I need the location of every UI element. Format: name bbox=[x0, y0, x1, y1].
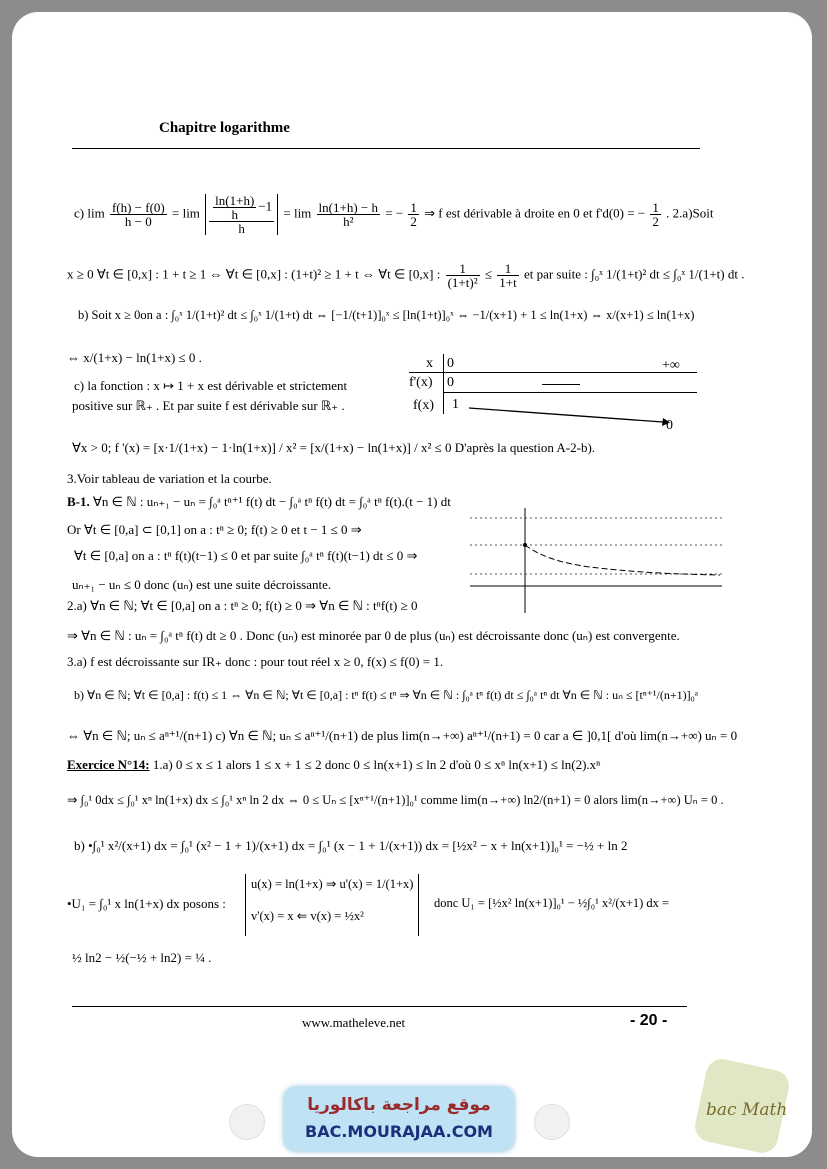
banner-arabic-title: موقع مراجعة باكالوريا bbox=[307, 1095, 491, 1115]
function-graph bbox=[470, 508, 725, 613]
header-rule bbox=[72, 148, 700, 149]
footer-url[interactable]: www.matheleve.net bbox=[302, 1015, 406, 1030]
book-logo-icon bbox=[229, 1104, 265, 1140]
text-line: ∀x > 0; f '(x) = [x·1/(1+x) − 1·ln(1+x)] / x² = [x/(1+x) − ln(1+x)] / x² ≤ 0 D'après la question A-2-b). bbox=[72, 440, 596, 455]
text-line: x ≥ 0 ∀t ∈ [0,x] : 1 + t ≥ 1 ⇔ ∀t ∈ [0,x] : (1+t)² ≥ 1 + t ⇔ ∀t ∈ [0,x] : $\frac{1}{\text{(1+t)²}}$ ≤ $\frac{1}{1+t}$ et par suite : ∫₀ˣ 1/(1+t)² dt ≤ ∫₀ˣ 1/(1+t) dt . bbox=[67, 261, 745, 290]
decreasing-arrow bbox=[467, 404, 672, 428]
banner-site-link[interactable]: BAC.MOURAJAA.COM bbox=[305, 1122, 493, 1141]
text-line: ⇒ ∀n ∈ ℕ : uₙ = ∫₀ᵃ tⁿ f(t) dt ≥ 0 . Donc (uₙ) est minorée par 0 de plus (uₙ) est décroissante donc (uₙ) est convergente. bbox=[67, 628, 680, 643]
text-line: positive sur ℝ₊ . Et par suite f est dérivable sur ℝ₊ . bbox=[72, 398, 345, 413]
text-line: ⇒ ∫₀¹ 0dx ≤ ∫₀¹ xⁿ ln(1+x) dx ≤ ∫₀¹ xⁿ ln 2 dx ⇔ 0 ≤ Uₙ ≤ [xⁿ⁺¹/(n+1)]₀¹ comme lim(n→+∞) ln2/(n+1) = 0 alors lim(n→+∞) Uₙ = 0 . bbox=[67, 793, 724, 807]
exercise-heading: Exercice N°14: bbox=[67, 757, 150, 772]
text-line: b) Soit x ≥ 0on a : ∫₀ˣ 1/(1+t)² dt ≤ ∫₀ˣ 1/(1+t) dt ⇔ [−1/(t+1)]₀ˣ ≤ [ln(1+t)]₀ˣ ⇔ −1/(x+1) + 1 ≤ ln(1+x) ⇔ x/(x+1) ≤ ln(1+x) bbox=[78, 308, 695, 322]
text-line: Or ∀t ∈ [0,a] ⊂ [0,1] on a : tⁿ ≥ 0; f(t) ≥ 0 et t − 1 ≤ 0 ⇒ bbox=[67, 522, 362, 537]
page-number: - 20 - bbox=[630, 1012, 668, 1029]
text-line: donc U₁ = [½x² ln(x+1)]₀¹ − ½∫₀¹ x²/(x+1) dx = bbox=[434, 896, 670, 910]
text-line: Exercice N°14: 1.a) 0 ≤ x ≤ 1 alors 1 ≤ x + 1 ≤ 2 donc 0 ≤ ln(x+1) ≤ ln 2 d'où 0 ≤ xⁿ ln(x+1) ≤ ln(2).xⁿ bbox=[67, 757, 601, 772]
text-line: ⇔ x/(1+x) − ln(1+x) ≤ 0 . bbox=[67, 350, 202, 365]
text-line: ∀t ∈ [0,a] on a : tⁿ f(t)(t−1) ≤ 0 et par suite ∫₀ᵃ tⁿ f(t)(t−1) dt ≤ 0 ⇒ bbox=[74, 548, 418, 563]
integration-by-parts-system: u(x) = ln(1+x) ⇒ u'(x) = 1/(1+x) v'(x) = x ⇐ v(x) = ½x² bbox=[245, 874, 419, 936]
text-line: c) la fonction : x ↦ 1 + x est dérivable et strictement bbox=[74, 378, 348, 393]
footer-rule bbox=[72, 1006, 687, 1007]
text-line: ½ ln2 − ½(−½ + ln2) = ¼ . bbox=[72, 950, 212, 965]
site-banner[interactable] bbox=[284, 1087, 514, 1151]
minus-sign bbox=[542, 384, 580, 385]
document-page: Chapitre logarithme c) lim $\frac{f(h) - f(0)}{h - 0}$ = lim $\frac{\ln(1+h)}{h}$ −1 h = lim $\frac{\ln(1+h) - h}{\text{h²}}$ = − $\frac{1}{2}$ ⇒ f est dérivable à droite en 0 et f'd(0) = − $\frac{1}{2}$ . 2.a)Soit x ≥ 0 ∀t ∈ [0,x] : 1 + t ≥ 1 ⇔ ∀t ∈ [0,x] : (1+t)² ≥ 1 + t ⇔ ∀t ∈ [0,x] : $\frac{1}{\text{(1+t)²}}$ ≤ $\frac{1}{1+t}$ et par suite : ∫₀ˣ 1/(1+t)² dt ≤ ∫₀ˣ 1/(1+t) dt . b) Soit x ≥ 0on a : ∫₀ˣ 1/(1+t)² dt ≤ ∫₀ˣ 1/(1+t) dt ⇔ [−1/(t+1)]₀ˣ ≤ [ln(1+t)]₀ˣ ⇔ −1/(x+1) + 1 ≤ ln(1+x) ⇔ x/(x+1) ≤ ln(1+x) ⇔ x/(1+x) − ln(1+x) ≤ 0 . c) la fonction : x ↦ 1 + x est dérivable et strictement positive sur ℝ₊ . Et par suite f est dérivable sur ℝ₊ . x 0 +∞ f'(x) 0 f(x) 1 0 ∀x > 0; f '(x) = [x·1/(1+x) − 1·ln(1+x)] / x² = [x/(1+x) − ln(1+x)] / x² ≤ 0 D'après la question A-2-b). 3.Voir tableau de variation et la courbe. B-1. ∀n ∈ ℕ : uₙ₊₁ − uₙ = ∫₀ᵃ tⁿ⁺¹ f(t) dt − ∫₀ᵃ tⁿ f(t) dt = ∫₀ᵃ tⁿ f(t).(t − 1) dt Or ∀t ∈ [0,a] ⊂ [0,1] on a : tⁿ ≥ 0; f(t) ≥ 0 et t − 1 ≤ 0 ⇒ ∀t ∈ [0,a] on a : tⁿ f(t)(t−1) ≤ 0 et par suite ∫₀ᵃ tⁿ f(t)(t−1) dt ≤ 0 ⇒ uₙ₊₁ − uₙ ≤ 0 donc (uₙ) est une suite décroissante. 2.a) ∀n ∈ ℕ; ∀t ∈ [0,a] on a : tⁿ ≥ 0; f(t) ≥ 0 ⇒ ∀n ∈ ℕ : tⁿf(t) ≥ 0 ⇒ ∀n ∈ ℕ : uₙ = ∫₀ᵃ tⁿ f(t) dt ≥ 0 . Donc (uₙ) est minorée par 0 de plus (uₙ) est décroissante donc (uₙ) est convergente. 3.a) f est décroissante sur IR₊ donc : pour tout réel x ≥ 0, f(x) ≤ f(0) = 1. b) ∀n ∈ ℕ; ∀t ∈ [0,a] : f(t) ≤ 1 ⇔ ∀n ∈ ℕ; ∀t ∈ [0,a] : tⁿ f(t) ≤ tⁿ ⇒ ∀n ∈ ℕ : ∫₀ᵃ tⁿ f(t) dt ≤ ∫₀ᵃ tⁿ dt ∀n ∈ ℕ : uₙ ≤ [tⁿ⁺¹/(n+1)]₀ᵃ ⇔ ∀n ∈ ℕ; uₙ ≤ aⁿ⁺¹/(n+1) c) ∀n ∈ ℕ; uₙ ≤ aⁿ⁺¹/(n+1) de plus lim(n→+∞) aⁿ⁺¹/(n+1) = 0 car a ∈ ]0,1[ d'où lim(n→+∞) uₙ = 0 Exercice N°14: 1.a) 0 ≤ x ≤ 1 alors 1 ≤ x + 1 ≤ 2 donc 0 ≤ ln(x+1) ≤ ln 2 d'où 0 ≤ xⁿ ln(x+1) ≤ ln(2).xⁿ ⇒ ∫₀¹ 0dx ≤ ∫₀¹ xⁿ ln(1+x) dx ≤ ∫₀¹ xⁿ ln 2 dx ⇔ 0 ≤ Uₙ ≤ [xⁿ⁺¹/(n+1)]₀¹ comme lim(n→+∞) ln2/(n+1) = 0 alors lim(n→+∞) Uₙ = 0 . b) •∫₀¹ x²/(x+1) dx = ∫₀¹ (x² − 1 + 1)/(x+1) dx = ∫₀¹ (x − 1 + 1/(x+1)) dx = [½x² − x + ln(x+1)]₀¹ = −½ + ln 2 •U₁ = ∫₀¹ x ln(1+x) dx posons : u(x) = ln(1+x) ⇒ u'(x) = 1/(1+x) v'(x) = x ⇐ v(x) = ½x² donc U₁ = [½x² ln(x+1)]₀¹ − ½∫₀¹ x²/(x+1) dx = ½ ln2 − ½(−½ + ln2) = ¼ . www.matheleve.net - 20 - موقع مراجعة باكالوريا BAC.MOURAJAA.COM bac Math bbox=[12, 12, 812, 1157]
text-line: b) •∫₀¹ x²/(x+1) dx = ∫₀¹ (x² − 1 + 1)/(x+1) dx = ∫₀¹ (x − 1 + 1/(x+1)) dx = [½x² − x + ln(x+1)]₀¹ = −½ + ln 2 bbox=[74, 838, 628, 853]
limit-line: c) lim $\frac{f(h) - f(0)}{h - 0}$ = lim $\frac{\ln(1+h)}{h}$ −1 h = lim $\frac{\ln(1+h) - h}{\text{h²}}$ = − $\frac{1}{2}$ ⇒ f est dérivable à droite en 0 et f'd(0) = − $\frac{1}{2}$ . 2.a)Soit bbox=[74, 193, 714, 236]
text-line: ⇔ ∀n ∈ ℕ; uₙ ≤ aⁿ⁺¹/(n+1) c) ∀n ∈ ℕ; uₙ ≤ aⁿ⁺¹/(n+1) de plus lim(n→+∞) aⁿ⁺¹/(n+1) = 0 car a ∈ ]0,1[ d'où lim(n→+∞) uₙ = 0 bbox=[67, 728, 738, 743]
bac-math-badge-text: bac Math bbox=[706, 1100, 788, 1120]
text-line: 2.a) ∀n ∈ ℕ; ∀t ∈ [0,a] on a : tⁿ ≥ 0; f(t) ≥ 0 ⇒ ∀n ∈ ℕ : tⁿf(t) ≥ 0 bbox=[67, 598, 418, 613]
text-line: 3.Voir tableau de variation et la courbe. bbox=[67, 471, 272, 486]
text-line: •U₁ = ∫₀¹ x ln(1+x) dx posons : bbox=[67, 896, 226, 911]
chapter-title: Chapitre logarithme bbox=[159, 120, 290, 136]
book-logo-icon bbox=[534, 1104, 570, 1140]
text-line: uₙ₊₁ − uₙ ≤ 0 donc (uₙ) est une suite décroissante. bbox=[72, 577, 332, 592]
text-line: 3.a) f est décroissante sur IR₊ donc : pour tout réel x ≥ 0, f(x) ≤ f(0) = 1. bbox=[67, 654, 444, 669]
text-line: b) ∀n ∈ ℕ; ∀t ∈ [0,a] : f(t) ≤ 1 ⇔ ∀n ∈ ℕ; ∀t ∈ [0,a] : tⁿ f(t) ≤ tⁿ ⇒ ∀n ∈ ℕ : ∫₀ᵃ tⁿ f(t) dt ≤ ∫₀ᵃ tⁿ dt ∀n ∈ ℕ : uₙ ≤ [tⁿ⁺¹/(n+1)]₀ᵃ bbox=[74, 688, 699, 702]
text-line: B-1. ∀n ∈ ℕ : uₙ₊₁ − uₙ = ∫₀ᵃ tⁿ⁺¹ f(t) dt − ∫₀ᵃ tⁿ f(t) dt = ∫₀ᵃ tⁿ f(t).(t − 1) dt bbox=[67, 494, 451, 509]
